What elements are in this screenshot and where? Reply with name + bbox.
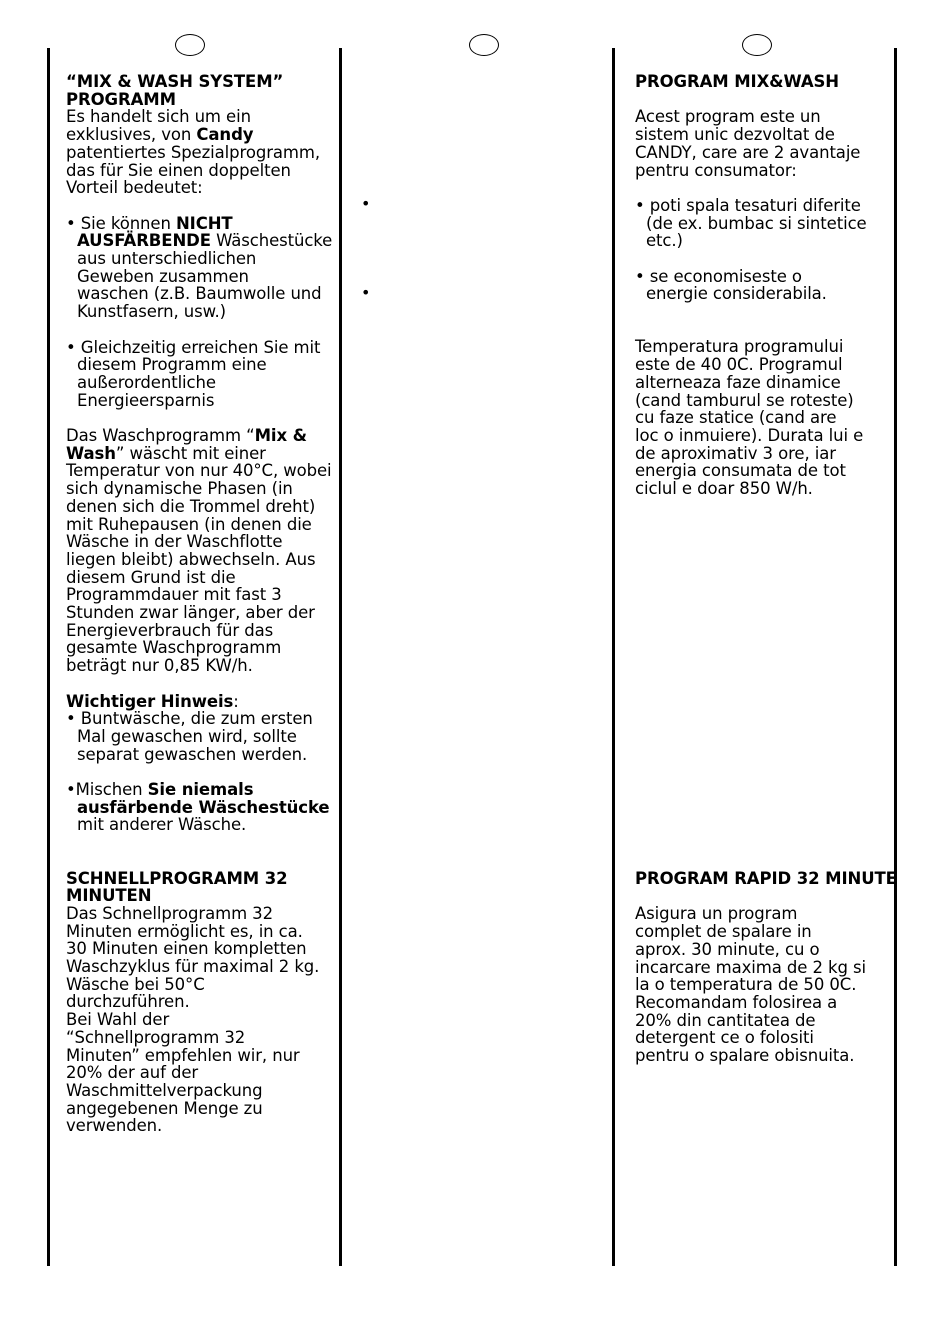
paragraph-line: incarcare maxima de 2 kg si [635,957,866,977]
quick-title-line-1: SCHNELLPROGRAMM 32 [66,868,288,888]
paragraph-line: Recomandam folosirea a [635,992,838,1012]
paragraph-line: pentru consumator: [635,160,797,180]
bullet-line: etc.) [646,231,683,251]
bullet-line: (de ex. bumbac si sintetice [646,213,867,233]
rapid-title: PROGRAM RAPID 32 MINUTE [635,869,897,888]
paragraph-line: (cand tamburul se roteste) [635,390,854,410]
paragraph-line: Wäsche in der Waschflotte [66,532,283,552]
paragraph-line: “Schnellprogramm 32 [66,1027,246,1047]
bullet-line: Geweben zusammen [77,266,249,286]
paragraph-line: cu faze statice (cand are [635,408,837,428]
paragraph-line: 30 Minuten einen kompletten [66,939,307,959]
intro-line: Vorteil bedeutet: [66,178,203,198]
middle-bullet-1: • [361,194,371,213]
paragraph-line: la o temperatura de 50 0C. [635,975,857,995]
bullet-line: mit anderer Wäsche. [77,815,247,835]
paragraph-line: liegen bleibt) abwechseln. Aus [66,549,316,569]
bullet-line: Kunstfasern, usw.) [77,302,227,322]
paragraph-line: denen sich die Trommel dreht) [66,496,316,516]
paragraph-line: durchzuführen. [66,992,190,1012]
paragraph-line: Das Schnellprogramm 32 [66,903,273,923]
romanian-column [635,73,867,498]
paragraph-line: Programmdauer mit fast 3 [66,585,282,605]
paragraph-line: 20% din cantitatea de [635,1010,816,1030]
bullet-line: AUSFÄRBENDE Wäschestücke [77,231,333,251]
language-marker-middle [469,34,499,56]
paragraph-line: Waschzyklus für maximal 2 kg. [66,957,320,977]
paragraph-line: alterneaza faze dinamice [635,372,841,392]
paragraph-line: Stunden zwar länger, aber der [66,603,315,623]
paragraph-line: diesem Grund ist die [66,567,236,587]
paragraph-line: angegebenen Menge zu [66,1098,263,1118]
paragraph-line: CANDY, care are 2 avantaje [635,142,861,162]
paragraph-line: verwenden. [66,1116,163,1136]
paragraph-line: de aproximativ 3 ore, iar [635,443,836,463]
bullet-line: ausfärbende Wäschestücke [77,797,330,817]
mix-title: PROGRAM MIX&WASH [635,72,839,91]
column-rule-center-left [339,48,342,1266]
paragraph-line: Wash” wäscht mit einer [66,443,266,463]
paragraph-line: energia consumata de tot [635,461,846,481]
middle-bullet-2: • [361,283,371,302]
paragraph-line: loc o inmuiere). Durata lui e [635,425,864,445]
bullet-line: Mal gewaschen wird, sollte [77,726,297,746]
column-rule-left [47,48,50,1266]
german-column [66,73,332,1135]
mix-title-line-2: PROGRAMM [66,89,176,109]
paragraph-line: Energieverbrauch für das [66,620,274,640]
paragraph-line: Acest program este un [635,107,821,127]
paragraph-line: pentru o spalare obisnuita. [635,1046,855,1066]
paragraph-line: Das Waschprogramm “Mix & [66,426,307,446]
hint-heading: Wichtiger Hinweis: [66,691,239,711]
paragraph-line: Minuten ermöglicht es, in ca. [66,921,303,941]
paragraph-line: este de 40 0C. Programul [635,355,843,375]
paragraph-line: Temperatura programului [635,337,844,357]
quick-title-line-2: MINUTEN [66,886,152,906]
intro-line: patentiertes Spezialprogramm, [66,142,321,162]
paragraph-line: detergent ce o folositi [635,1028,814,1048]
mix-title-line-1: “MIX & WASH SYSTEM” [66,72,284,91]
intro-line: das für Sie einen doppelten [66,160,291,180]
bullet-line: • se economiseste o [635,266,802,286]
paragraph-line: aprox. 30 minute, cu o [635,939,820,959]
bullet-line: Energieersparnis [77,390,215,410]
bullet-line: waschen (z.B. Baumwolle und [77,284,322,304]
romanian-rapid-section [635,870,897,1065]
column-rule-right [894,48,897,1266]
paragraph-line: sistem unic dezvoltat de [635,125,835,145]
paragraph-line: complet de spalare in [635,922,812,942]
intro-line: Es handelt sich um ein [66,107,251,127]
paragraph-line: sich dynamische Phasen (in [66,479,293,499]
bullet-line: • Gleichzeitig erreichen Sie mit [66,337,321,357]
bullet-line: separat gewaschen werden. [77,744,308,764]
bullet-line: • Sie können NICHT [66,213,233,233]
paragraph-line: Minuten” empfehlen wir, nur [66,1045,300,1065]
bullet-line: diesem Programm eine [77,355,267,375]
bullet-line: aus unterschiedlichen [77,249,257,269]
bullet-line: • poti spala tesaturi diferite [635,195,861,215]
intro-line: exklusives, von Candy [66,125,254,145]
bullet-line: •Mischen Sie niemals [66,780,254,800]
language-marker-german [175,34,205,56]
bullet-line: • Buntwäsche, die zum ersten [66,709,313,729]
language-marker-romanian [742,34,772,56]
paragraph-line: Wäsche bei 50°C [66,974,205,994]
paragraph-line: Asigura un program [635,904,798,924]
paragraph-line: ciclul e doar 850 W/h. [635,479,813,499]
paragraph-line: Temperatur von nur 40°C, wobei [66,461,332,481]
paragraph-line: beträgt nur 0,85 KW/h. [66,656,253,676]
paragraph-line: Waschmittelverpackung [66,1080,263,1100]
paragraph-line: 20% der auf der [66,1063,199,1083]
paragraph-line: mit Ruhepausen (in denen die [66,514,312,534]
bullet-line: außerordentliche [77,372,216,392]
paragraph-line: gesamte Waschprogramm [66,638,282,658]
paragraph-line: Bei Wahl der [66,1010,170,1030]
column-rule-center-right [612,48,615,1266]
bullet-line: energie considerabila. [646,284,827,304]
brand-name: Candy [196,125,254,145]
